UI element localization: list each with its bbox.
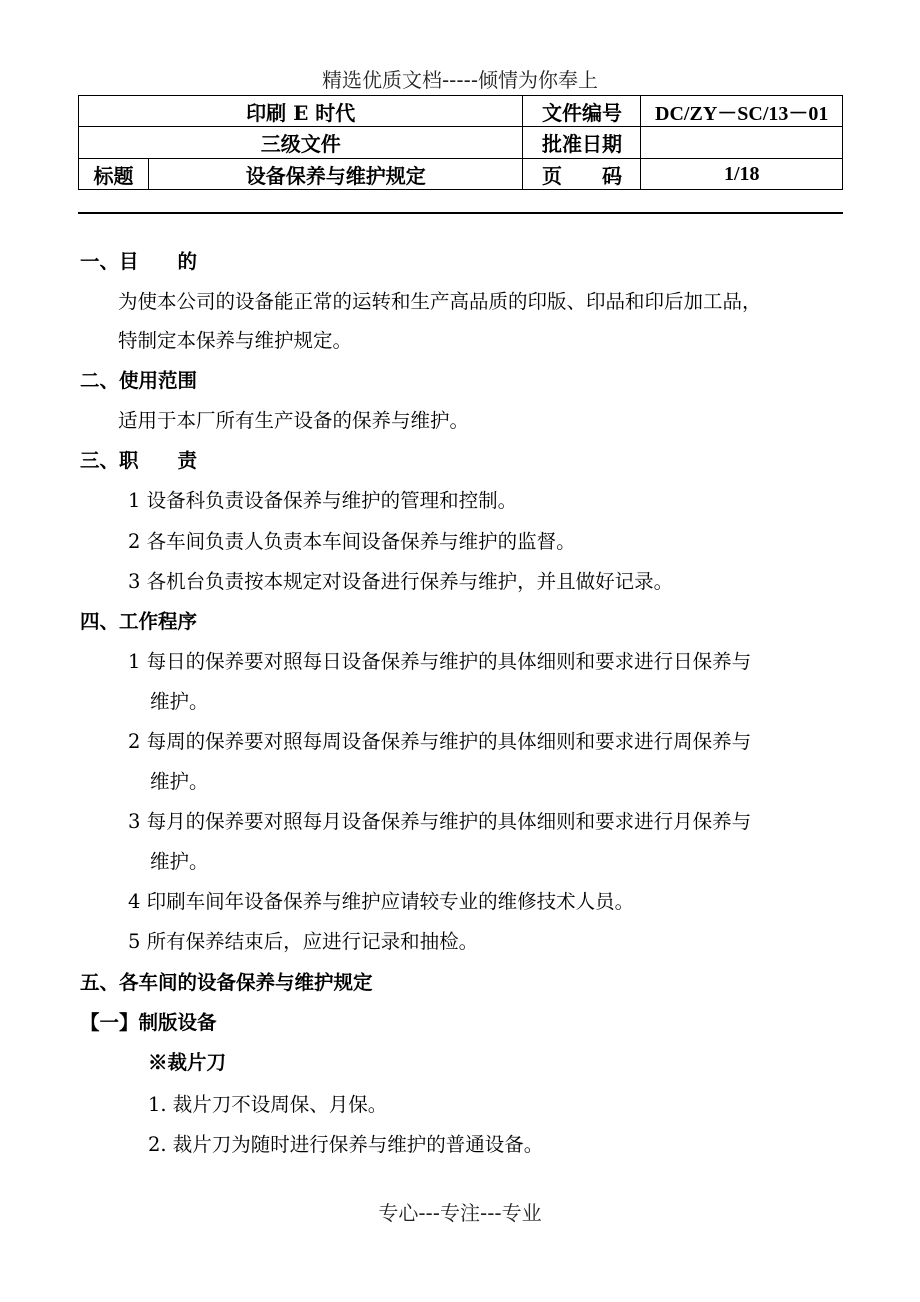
paragraph-line: 2 每周的保养要对照每周设备保养与维护的具体细则和要求进行周保养与 xyxy=(128,730,752,753)
paragraph-line: 2 各车间负责人负责本车间设备保养与维护的监督。 xyxy=(128,530,576,553)
title-label: 标题 xyxy=(79,159,149,190)
paragraph-line: 为使本公司的设备能正常的运转和生产高品质的印版、印品和印后加工品， xyxy=(118,290,762,313)
section-heading: 五、各车间的设备保养与维护规定 xyxy=(80,971,373,994)
section-heading: ※裁片刀 xyxy=(148,1051,227,1074)
paragraph-line: 3 各机台负责按本规定对设备进行保养与维护，并且做好记录。 xyxy=(128,570,674,593)
paragraph-line: 特制定本保养与维护规定。 xyxy=(118,329,353,352)
doc-info-table xyxy=(78,95,843,190)
section-heading: 二、使用范围 xyxy=(80,369,198,392)
paragraph-line: 4 印刷车间年设备保养与维护应请较专业的维修技术人员。 xyxy=(128,890,635,913)
paragraph-line: 5 所有保养结束后，应进行记录和抽检。 xyxy=(128,930,479,953)
section-heading: 【一】制版设备 xyxy=(80,1011,217,1034)
doc-no: DC/ZY－SC/13－01 xyxy=(641,96,843,127)
page-header: 精选优质文档-----倾情为你奉上 xyxy=(321,68,599,92)
paragraph-line: 1 设备科负责设备保养与维护的管理和控制。 xyxy=(128,489,518,512)
paragraph-line: 适用于本厂所有生产设备的保养与维护。 xyxy=(118,409,470,432)
section-heading: 四、工作程序 xyxy=(80,610,198,633)
paragraph-line: 维护。 xyxy=(150,850,209,873)
doc-no-label: 文件编号 xyxy=(523,96,641,127)
paragraph-line: 2. 裁片刀为随时进行保养与维护的普通设备。 xyxy=(148,1133,544,1156)
divider xyxy=(78,212,843,214)
doc-title: 设备保养与维护规定 xyxy=(149,159,523,190)
paragraph-line: 维护。 xyxy=(150,690,209,713)
company-name: 印刷 E 时代 xyxy=(79,96,523,127)
approve-date xyxy=(641,127,843,159)
paragraph-line: 3 每月的保养要对照每月设备保养与维护的具体细则和要求进行月保养与 xyxy=(128,810,752,833)
section-heading: 三、职 责 xyxy=(80,449,198,472)
paragraph-line: 维护。 xyxy=(150,770,209,793)
approve-date-label: 批准日期 xyxy=(523,127,641,159)
paragraph-line: 1 每日的保养要对照每日设备保养与维护的具体细则和要求进行日保养与 xyxy=(128,650,752,673)
page-number: 1/18 xyxy=(641,159,843,190)
paragraph-line: 1. 裁片刀不设周保、月保。 xyxy=(148,1093,388,1116)
doc-level: 三级文件 xyxy=(79,127,523,159)
section-heading: 一、目 的 xyxy=(80,250,198,273)
page-footer: 专心---专注---专业 xyxy=(378,1201,542,1225)
page-label: 页 码 xyxy=(523,159,641,190)
